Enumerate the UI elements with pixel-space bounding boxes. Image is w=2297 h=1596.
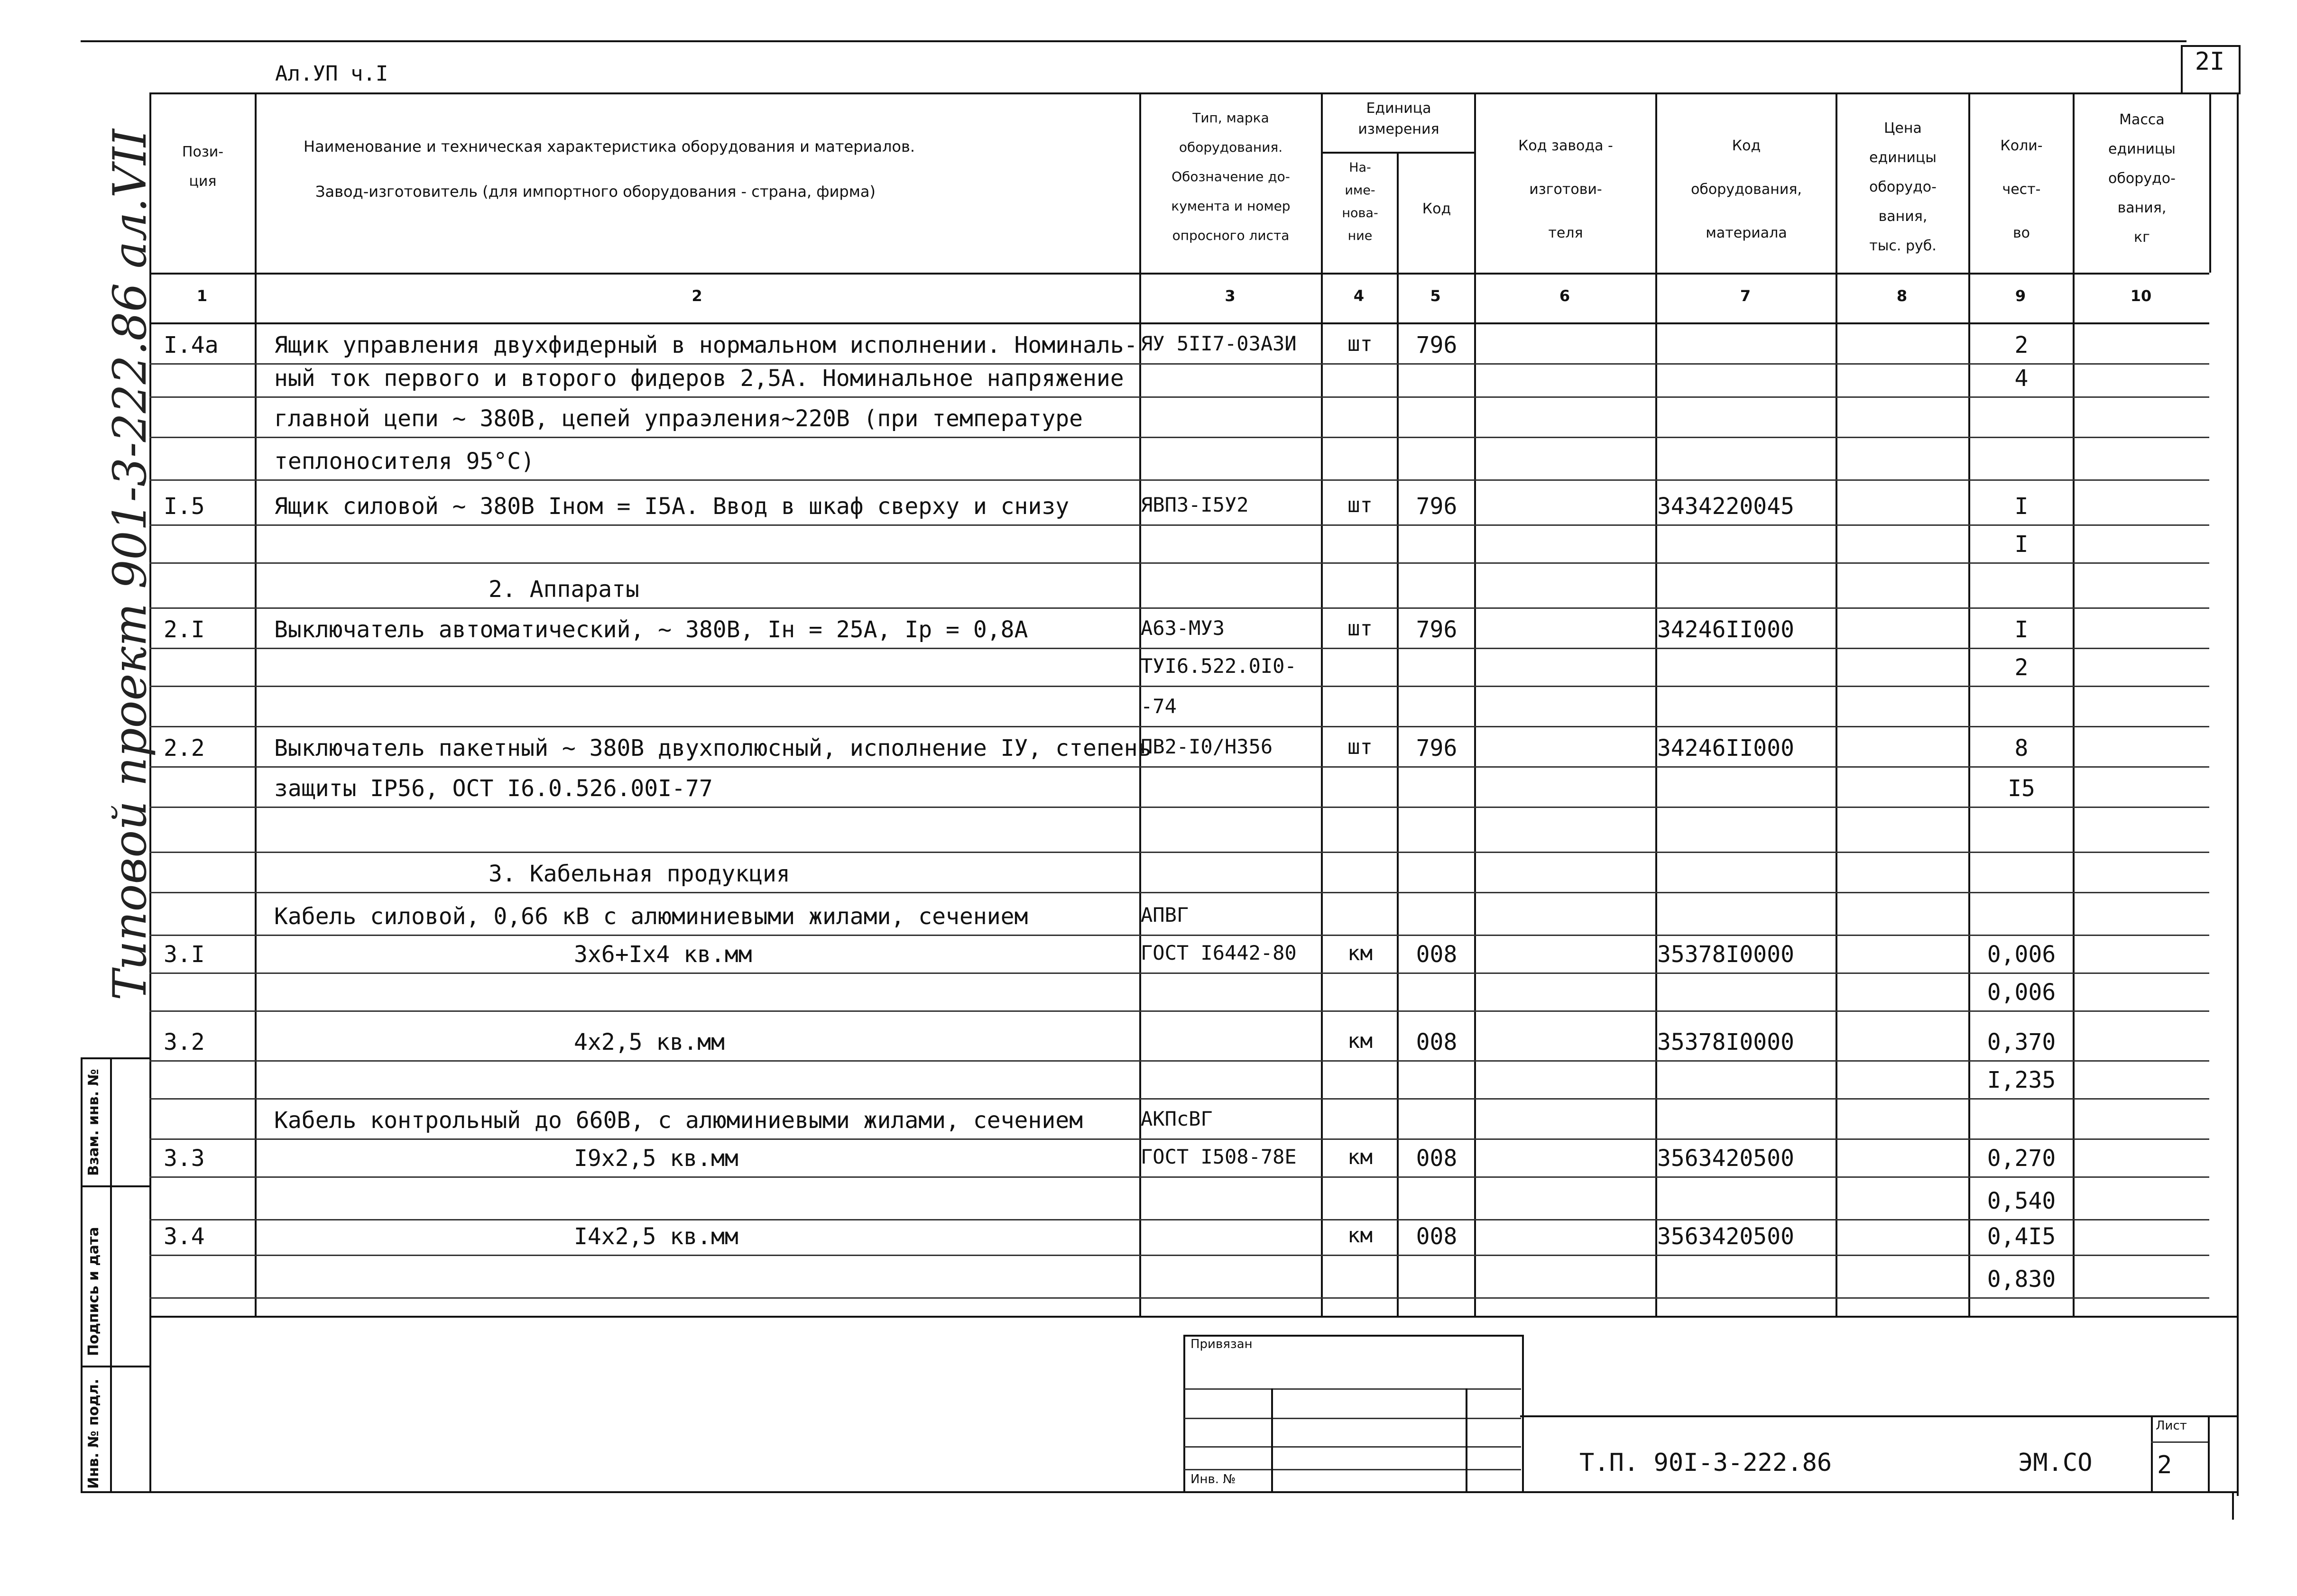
cell-type: ПВ2-I0/Н356 [1141, 735, 1273, 758]
row-separator [149, 562, 2209, 564]
row-separator [149, 1297, 2209, 1299]
side-stamp-vzam: Взам. инв. № [85, 1069, 102, 1176]
cell-pos: I.4a [164, 332, 219, 358]
title-block-top [1520, 1415, 2239, 1417]
header-equip-code: Код оборудования, материала [1691, 138, 1802, 241]
cell-equip: 35378I0000 [1657, 941, 1794, 968]
side-stamp-podpis: Подпись и дата [85, 1227, 102, 1356]
cell-pos: 3.2 [164, 1029, 205, 1055]
header-position: Пози- ция [182, 144, 224, 190]
column-number-10: 10 [2130, 287, 2152, 305]
title-block-right-divider [2208, 1415, 2210, 1491]
privyazan-line-4 [1184, 1469, 1521, 1470]
row-separator [149, 1060, 2209, 1062]
cell-name: Ящик управления двухфидерный в нормальном исполнении. Номиналь- [274, 332, 1138, 358]
cell-qty: 0,370 [1987, 1029, 2056, 1055]
cell-name: Выключатель пакетный ~ 380В двухполюсный, исполнение IУ, степень [274, 735, 1152, 761]
cell-equip: 3563420500 [1657, 1223, 1794, 1250]
row-separator [149, 1098, 2209, 1100]
row-separator [149, 892, 2209, 893]
column-number-7: 7 [1740, 287, 1751, 305]
cell-qty: 0,830 [1987, 1266, 2056, 1293]
privyazan-line-1 [1184, 1388, 1521, 1390]
side-stamp-left-border [81, 1057, 83, 1491]
cell-equip: 3563420500 [1657, 1145, 1794, 1172]
cell-qty: I [2014, 616, 2029, 643]
column-number-1: 1 [196, 287, 208, 305]
row-separator [149, 686, 2209, 687]
cell-equip: 34246II000 [1657, 616, 1794, 643]
col-line-5 [1474, 92, 1476, 1316]
row-separator [149, 363, 2209, 365]
row-separator [149, 807, 2209, 808]
cell-pos: 2.2 [164, 735, 205, 761]
table-right-border [2237, 92, 2239, 1496]
cell-qty: 0,006 [1987, 979, 2056, 1006]
header-unit-name: На- име- нова- ние [1342, 160, 1378, 243]
cell-unit: км [1347, 1223, 1373, 1247]
cell-name: защиты IP56, ОСТ I6.0.526.00I-77 [274, 775, 713, 802]
header-unit-code: Код [1422, 201, 1451, 217]
cell-unit: шт [1347, 332, 1373, 356]
side-handwritten-note: Типовой проект 901-3-222.86 ал.VII [103, 129, 157, 1000]
cell-type: ЯВП3-I5У2 [1141, 493, 1249, 516]
title-block-sheet-divider [2151, 1415, 2153, 1491]
cell-type: АПВГ [1141, 903, 1189, 926]
row-separator [149, 766, 2209, 768]
header-price: Цена единицы оборудо- вания, тыс. руб. [1869, 120, 1937, 254]
privyazan-label: Привязан [1190, 1337, 1253, 1351]
row-separator [149, 935, 2209, 936]
cell-unit: км [1347, 941, 1373, 965]
cell-unit: км [1347, 1145, 1373, 1169]
cell-pos: I.5 [164, 493, 205, 520]
sheet-label: Лист [2156, 1419, 2187, 1433]
privyazan-line-2 [1184, 1418, 1521, 1419]
cell-name: Кабель силовой, 0,66 кВ с алюминиевыми жилами, сечением [274, 903, 1028, 930]
row-separator [149, 726, 2209, 727]
cell-type: ГОСТ I6442-80 [1141, 941, 1297, 964]
document-code: Т.П. 90I-3-222.86 [1579, 1449, 1832, 1477]
cell-name: I9х2,5 кв.мм [574, 1145, 738, 1172]
col-line-7 [1836, 92, 1837, 1316]
cell-name: ный ток первого и второго фидеров 2,5А. Номинальное напряжение [274, 365, 1124, 392]
cell-name: 3х6+Iх4 кв.мм [574, 941, 752, 968]
row-separator [149, 1176, 2209, 1178]
row-separator [149, 1219, 2209, 1220]
header-unit-group: Единица измерения [1358, 100, 1439, 138]
cell-qty: I [2014, 531, 2029, 558]
column-number-5: 5 [1430, 287, 1441, 305]
cell-type: А63-МУ3 [1141, 616, 1225, 640]
cell-name: Ящик силовой ~ 380В Iном = I5А. Ввод в шкаф сверху и снизу [274, 493, 1070, 520]
table-top-border [149, 92, 2239, 94]
cell-type: -74 [1141, 695, 1177, 718]
cell-equip: 35378I0000 [1657, 1029, 1794, 1055]
cell-unit: км [1347, 1029, 1373, 1053]
cell-code: 796 [1416, 735, 1458, 761]
cell-code: 008 [1416, 941, 1458, 968]
column-number-9: 9 [2015, 287, 2026, 305]
cell-code: 796 [1416, 616, 1458, 643]
cell-pos: 3.I [164, 941, 205, 968]
cell-name: Кабель контрольный до 660В, с алюминиевыми жилами, сечением [274, 1107, 1083, 1134]
table-bottom-border [149, 1316, 2239, 1318]
column-number-6: 6 [1559, 287, 1570, 305]
row-separator [149, 1255, 2209, 1256]
privyazan-col-2 [1466, 1388, 1467, 1491]
header-name-line1: Наименование и техническая характеристика оборудования и материалов. [304, 138, 915, 156]
row-separator [149, 607, 2209, 609]
cell-qty: 2 [2014, 654, 2029, 681]
page-number: 2I [2195, 47, 2225, 76]
right-edge-tick [2232, 1491, 2234, 1520]
cell-type: АКПсВГ [1141, 1107, 1213, 1130]
row-separator [149, 972, 2209, 974]
column-number-2: 2 [692, 287, 702, 305]
album-label: Ал.УП ч.I [275, 62, 388, 86]
cell-pos: 3.3 [164, 1145, 205, 1172]
col-line-9 [2073, 92, 2075, 1316]
cell-name: I4х2,5 кв.мм [574, 1223, 738, 1250]
cell-type: ЯУ 5II7-03А3И [1141, 332, 1297, 355]
cell-pos: 2.I [164, 616, 205, 643]
row-separator [149, 852, 2209, 853]
cell-equip: 3434220045 [1657, 493, 1794, 520]
cell-pos: 3.4 [164, 1223, 205, 1250]
cell-name: Выключатель автоматический, ~ 380В, Iн = 25А, Iр = 0,8А [274, 616, 1028, 643]
cell-unit: шт [1347, 735, 1373, 759]
row-separator [149, 1138, 2209, 1140]
col-line-6 [1655, 92, 1657, 1316]
cell-name: 2. Аппараты [489, 576, 639, 603]
cell-qty: 8 [2014, 735, 2029, 761]
cell-qty: 4 [2014, 365, 2029, 392]
side-stamp-divider-1 [81, 1185, 149, 1187]
cell-code: 796 [1416, 332, 1458, 358]
number-row-bottom-border [149, 322, 2209, 324]
cell-code: 008 [1416, 1223, 1458, 1250]
cell-type: ТУI6.522.0I0- [1141, 654, 1297, 678]
privyazan-col-1 [1271, 1388, 1273, 1491]
cell-equip: 34246II000 [1657, 735, 1794, 761]
unit-group-divider [1321, 152, 1474, 154]
cell-qty: 0,540 [1987, 1188, 2056, 1214]
cell-code: 008 [1416, 1145, 1458, 1172]
cell-qty: 0,006 [1987, 941, 2056, 968]
cell-unit: шт [1347, 616, 1373, 641]
cell-code: 796 [1416, 493, 1458, 520]
header-mass: Масса единицы оборудо- вания, кг [2108, 111, 2176, 246]
row-separator [149, 648, 2209, 649]
top-rule [81, 40, 2186, 42]
header-name-line2: Завод-изготовитель (для импортного оборудования - страна, фирма) [315, 183, 876, 201]
col-line-4 [1397, 152, 1399, 1316]
col-line-8 [1968, 92, 1970, 1316]
column-number-4: 4 [1353, 287, 1365, 305]
cell-name: 4х2,5 кв.мм [574, 1029, 725, 1055]
cell-qty: 2 [2014, 332, 2029, 358]
title-block-sheet-line [2151, 1441, 2208, 1443]
column-number-8: 8 [1896, 287, 1908, 305]
col-line-3 [1321, 92, 1323, 1316]
row-separator [149, 524, 2209, 526]
side-stamp-inv-podl: Инв. № подл. [85, 1378, 102, 1489]
cell-qty: I [2014, 493, 2029, 520]
col-line-10 [2209, 92, 2211, 273]
header-qty: Коли- чест- во [2000, 138, 2043, 241]
document-mark: ЭМ.СО [2018, 1449, 2093, 1477]
cell-name: главной цепи ~ 380В, цепей упраэления~220В (при температуре [274, 405, 1083, 432]
side-stamp-mid-divider [110, 1057, 112, 1491]
row-separator [149, 1010, 2209, 1012]
inv-no-label: Инв. № [1190, 1472, 1236, 1486]
side-stamp-divider-2 [81, 1366, 149, 1367]
header-factory-code: Код завода - изготови- теля [1518, 138, 1613, 241]
sheet-number: 2 [2157, 1451, 2172, 1479]
row-separator [149, 396, 2209, 398]
column-number-3: 3 [1225, 287, 1236, 305]
col-line-1 [255, 92, 257, 1316]
header-type: Тип, марка оборудования. Обозначение до- кумента и номер опросного листа [1171, 110, 1291, 243]
cell-name: теплоносителя 95°С) [274, 448, 535, 475]
cell-qty: I5 [2008, 775, 2035, 802]
sheet-bottom-border [81, 1491, 2239, 1493]
cell-qty: 0,4I5 [1987, 1223, 2056, 1250]
side-stamp-top-border [81, 1057, 149, 1059]
cell-name: 3. Кабельная продукция [489, 861, 790, 887]
header-bottom-border [149, 273, 2209, 275]
cell-code: 008 [1416, 1029, 1458, 1055]
row-separator [149, 437, 2209, 438]
cell-type: ГОСТ I508-78Е [1141, 1145, 1297, 1168]
row-separator [149, 479, 2209, 481]
cell-qty: 0,270 [1987, 1145, 2056, 1172]
cell-qty: I,235 [1987, 1067, 2056, 1093]
privyazan-line-3 [1184, 1446, 1521, 1448]
cell-unit: шт [1347, 493, 1373, 517]
